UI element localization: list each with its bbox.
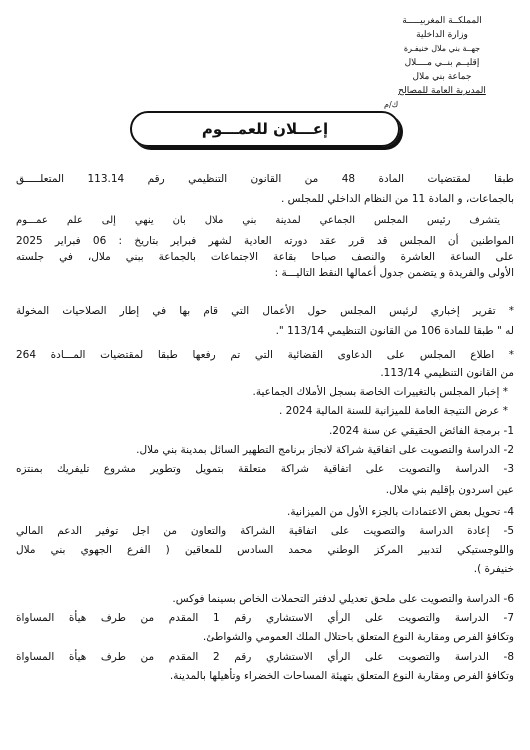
- item-2: 2- الدراسة والتصويت على اتفاقية شراكة لانجاز برنامج التطهير السائل بمدينة بني ملال.: [136, 444, 514, 456]
- announce-line-2: المواطنين أن المجلس قد قرر عقد دورته العادية لشهر فبراير بتاريخ : 06 فبراير 2025: [16, 235, 514, 247]
- letterhead-province: إقليــم بنــي مــــلال: [404, 58, 480, 68]
- letterhead-commune: جماعة بني ملال: [412, 72, 472, 82]
- item-3-line-2: عين اسردون بإقليم بني ملال.: [385, 484, 514, 496]
- letterhead-reference: ك/م: [384, 100, 399, 109]
- letterhead-directorate: المديرية العامة للمصالح: [398, 86, 486, 96]
- item-7-line-2: وتكافؤ الفرص ومقاربة النوع المتعلق باحتلال الملك العمومي والشواطئ.: [202, 631, 514, 643]
- title-box: [130, 111, 400, 147]
- item-3-line-1: 3- الدراسة والتصويت على اتفاقية شراكة متعلقة بتمويل وتطوير مشروع تليفريك بمنتزه: [16, 463, 514, 475]
- item-1: 1- برمجة الفائض الحقيقي عن سنة 2024.: [328, 425, 514, 437]
- letterhead-region: جهــة بني ملال خنيفـرة: [403, 44, 481, 53]
- announce-line-4: الأولى والفريدة و يتضمن جدول أعمالها النقط التاليـــة :: [274, 267, 514, 279]
- bullet-1-line-1: * تقرير إخباري لرئيس المجلس حول الأعمال التي قام بها في إطار الصلاحيات المخولة: [16, 305, 514, 317]
- item-8-line-1: 8- الدراسة والتصويت على الرأي الاستشاري رقم 2 المقدم من طرف هيأة المساواة: [16, 651, 514, 663]
- letterhead: [372, 14, 512, 112]
- item-5-line-1: 5- إعادة الدراسة والتصويت على اتفاقية الشراكة والتعاون من اجل توفير الدعم المالي: [16, 525, 514, 537]
- item-5-line-3: خنيفرة ).: [473, 563, 514, 575]
- intro-line-1: طبقا لمقتضيات المادة 48 من القانون التنظيمي رقم 113.14 المتعلـــــق: [16, 173, 514, 185]
- announce-line-1: يتشرف رئيس المجلس الجماعي لمدينة بني ملال بان ينهي إلى علم عمـــوم: [16, 215, 500, 226]
- bullet-2-line-1: * اطلاع المجلس على الدعاوى القضائية التي تم رفعها طبقا لمقتضيات المـــادة 264: [16, 349, 514, 361]
- bullet-4: * عرض النتيجة العامة للميزانية للسنة المالية 2024 .: [278, 405, 508, 417]
- item-5-line-2: واللوجستيكي لتدبير المركز الوطني محمد السادس للمعاقين ( الفرع الجهوي بني ملال: [16, 544, 514, 556]
- bullet-3: * إخبار المجلس بالتغييرات الخاصة بسجل الأملاك الجماعية.: [252, 386, 508, 398]
- bullet-2-line-2: من القانون التنظيمي 113/14.: [380, 367, 514, 379]
- item-6: 6- الدراسة والتصويت على ملحق تعديلي لدفتر التحملات الخاص بسينما فوكس.: [172, 593, 514, 605]
- item-7-line-1: 7- الدراسة والتصويت على الرأي الاستشاري رقم 1 المقدم من طرف هيأة المساواة: [16, 612, 514, 624]
- page-title: إعـــلان للعمـــوم: [201, 120, 329, 138]
- announce-line-3: على الساعة العاشرة والنصف صباحا بقاعة الاجتماعات بالجماعة ببني ملال، في جلسته: [16, 251, 514, 263]
- item-4: 4- تحويل بعض الاعتمادات بالجزء الأول من الميزانية.: [287, 506, 514, 518]
- intro-line-2: بالجماعات، و المادة 11 من النظام الداخلي للمجلس .: [280, 193, 514, 205]
- bullet-1-line-2: له " طبقا للمادة 106 من القانون التنظيمي 113/14 ".: [275, 325, 514, 337]
- item-8-line-2: وتكافؤ الفرص ومقاربة النوع المتعلق بتهيئة المساحات الخضراء وتأهيلها بالمدينة.: [169, 670, 514, 682]
- letterhead-kingdom: المملكــة المغربيـــــة: [402, 16, 482, 26]
- letterhead-ministry: وزارة الداخلية: [416, 30, 468, 40]
